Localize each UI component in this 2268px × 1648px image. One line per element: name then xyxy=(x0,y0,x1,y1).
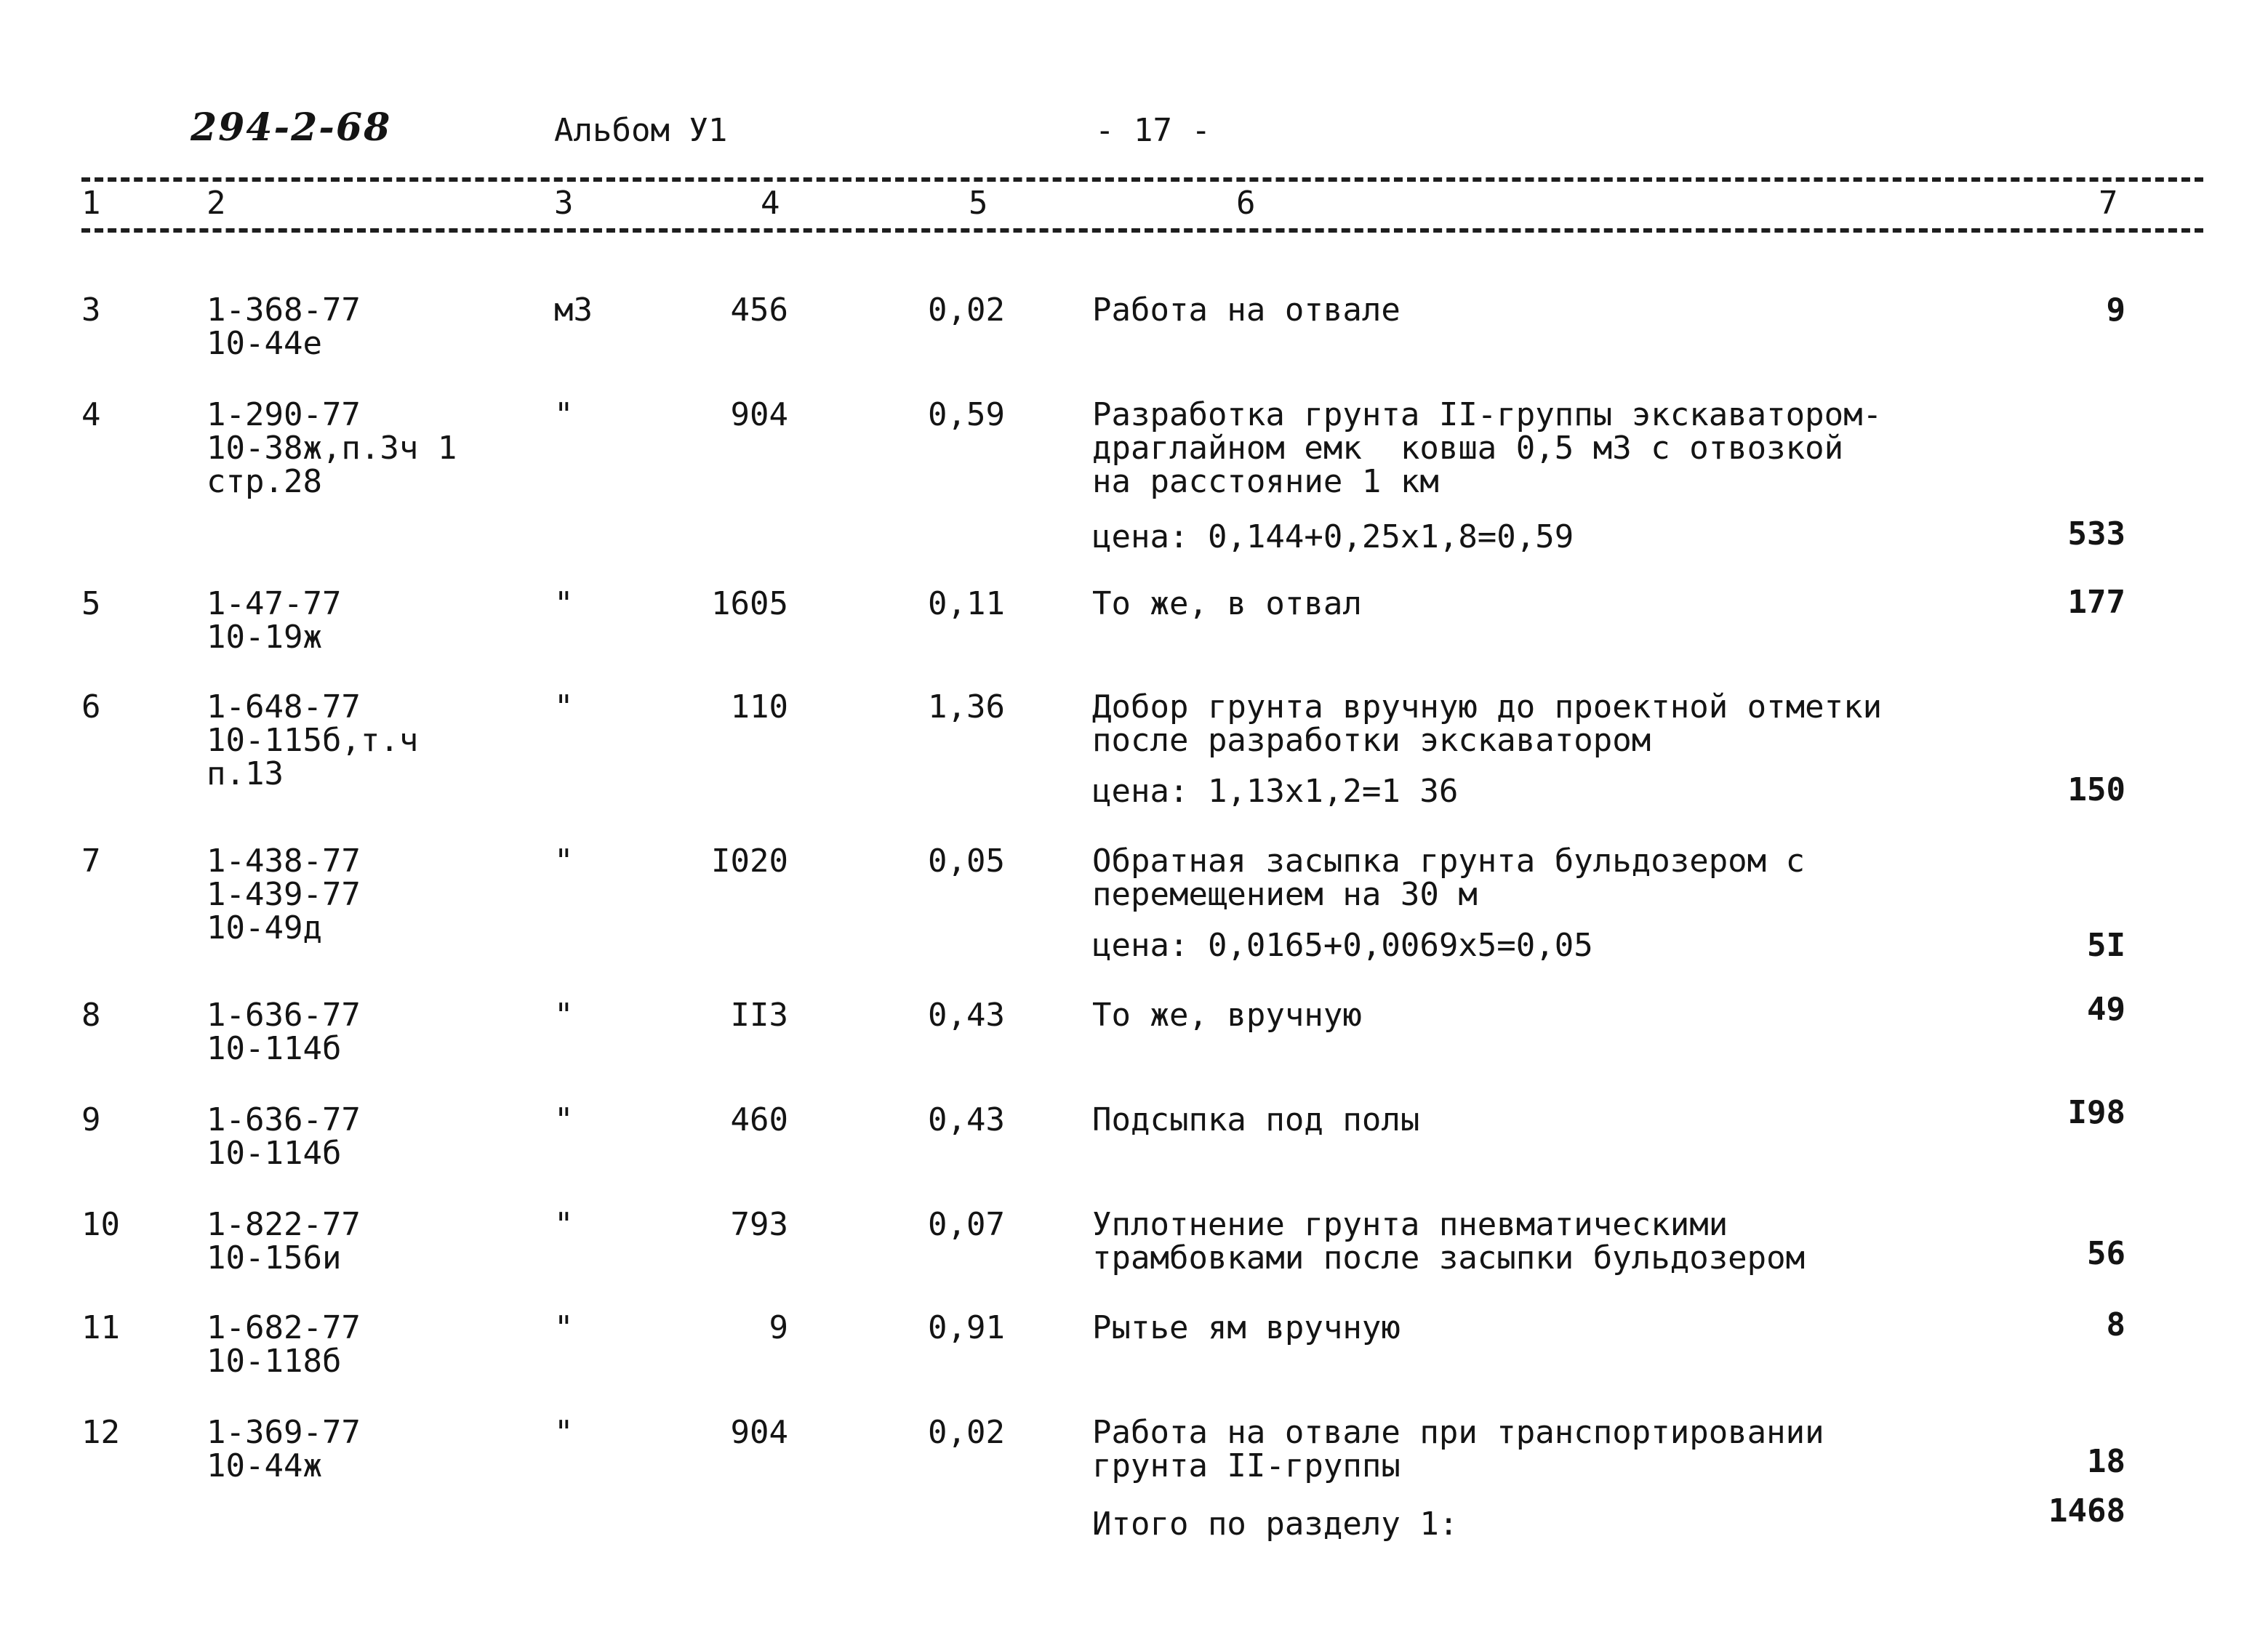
work-description: Уплотнение грунта пневматическими трамбовками после засыпки бульдозером xyxy=(1092,1206,1806,1277)
unit: " xyxy=(554,1101,574,1138)
work-description: Разработка грунта II-группы экскаватором- драглайном емк ковша 0,5 м3 с отвозкой на расстояние 1 км xyxy=(1092,396,1883,500)
work-description: Добор грунта вручную до проектной отметки после разработки экскаватором xyxy=(1092,688,1883,759)
unit-rate: 0,43 xyxy=(928,997,1005,1034)
album-label: Альбом У1 xyxy=(554,112,728,149)
price-calculation: цена: 0,144+0,25х1,8=0,59 xyxy=(1092,518,1574,555)
cost: 5I xyxy=(2087,927,2125,964)
unit-rate: 0,43 xyxy=(928,1101,1005,1138)
quantity: 793 xyxy=(730,1206,788,1243)
unit-rate: 0,91 xyxy=(928,1309,1005,1346)
work-description: Работа на отвале xyxy=(1092,292,1401,329)
total-label: Итого по разделу 1: xyxy=(1092,1506,1459,1543)
header-top-rule xyxy=(81,177,2203,182)
work-description: То же, вручную xyxy=(1092,997,1362,1034)
column-number-7: 7 xyxy=(2099,185,2118,222)
column-number-4: 4 xyxy=(761,185,780,222)
norm-reference: 1-47-77 10-19ж xyxy=(207,585,342,656)
document-code: 294-2-68 xyxy=(191,105,392,150)
quantity: 904 xyxy=(730,396,788,433)
work-description: Подсыпка под полы xyxy=(1092,1101,1420,1138)
unit-rate: 0,07 xyxy=(928,1206,1005,1243)
row-number: 7 xyxy=(81,843,101,880)
column-number-5: 5 xyxy=(969,185,988,222)
norm-reference: 1-290-77 10-38ж,п.3ч 1 стр.28 xyxy=(207,396,457,500)
row-number: 3 xyxy=(81,292,101,329)
norm-reference: 1-682-77 10-118б xyxy=(207,1309,361,1380)
column-number-2: 2 xyxy=(207,185,226,222)
unit: " xyxy=(554,1414,574,1451)
unit: " xyxy=(554,396,574,433)
column-number-6: 6 xyxy=(1236,185,1256,222)
quantity: 456 xyxy=(730,292,788,329)
norm-reference: 1-636-77 10-114б xyxy=(207,1101,361,1172)
unit: " xyxy=(554,843,574,880)
quantity: II3 xyxy=(730,997,788,1034)
row-number: 8 xyxy=(81,997,101,1034)
row-number: 9 xyxy=(81,1101,101,1138)
work-description: Работа на отвале при транспортировании грунта II-группы xyxy=(1092,1414,1824,1484)
work-description: То же, в отвал xyxy=(1092,585,1362,622)
cost: 49 xyxy=(2087,991,2125,1028)
row-number: 12 xyxy=(81,1414,120,1451)
cost: 9 xyxy=(2106,292,2125,329)
row-number: 11 xyxy=(81,1309,120,1346)
unit: " xyxy=(554,688,574,725)
work-description: Обратная засыпка грунта бульдозером с перемещением на 30 м xyxy=(1092,843,1806,913)
norm-reference: 1-648-77 10-115б,т.ч п.13 xyxy=(207,688,419,792)
quantity: 460 xyxy=(730,1101,788,1138)
norm-reference: 1-368-77 10-44е xyxy=(207,292,361,362)
cost: 150 xyxy=(2067,771,2125,808)
cost: 533 xyxy=(2067,515,2125,552)
norm-reference: 1-369-77 10-44ж xyxy=(207,1414,361,1484)
quantity: I020 xyxy=(711,843,788,880)
cost: 177 xyxy=(2067,584,2125,621)
cost: I98 xyxy=(2067,1094,2125,1131)
unit: " xyxy=(554,585,574,622)
unit: " xyxy=(554,997,574,1034)
norm-reference: 1-822-77 10-156и xyxy=(207,1206,361,1277)
cost: 56 xyxy=(2087,1235,2125,1272)
norm-reference: 1-438-77 1-439-77 10-49д xyxy=(207,843,361,946)
page-number: - 17 - xyxy=(1095,112,1211,149)
column-number-1: 1 xyxy=(81,185,101,222)
unit: м3 xyxy=(554,292,593,329)
quantity: 904 xyxy=(730,1414,788,1451)
column-number-3: 3 xyxy=(554,185,574,222)
cost: 18 xyxy=(2087,1443,2125,1480)
unit-rate: 0,05 xyxy=(928,843,1005,880)
cost: 8 xyxy=(2106,1306,2125,1343)
price-calculation: цена: 0,0165+0,0069х5=0,05 xyxy=(1092,927,1593,964)
norm-reference: 1-636-77 10-114б xyxy=(207,997,361,1067)
unit-rate: 0,59 xyxy=(928,396,1005,433)
unit: " xyxy=(554,1309,574,1346)
quantity: 110 xyxy=(730,688,788,725)
total-value: 1468 xyxy=(2048,1492,2125,1530)
unit-rate: 0,02 xyxy=(928,1414,1005,1451)
row-number: 4 xyxy=(81,396,101,433)
quantity: 9 xyxy=(769,1309,788,1346)
row-number: 5 xyxy=(81,585,101,622)
unit-rate: 0,11 xyxy=(928,585,1005,622)
quantity: 1605 xyxy=(711,585,788,622)
row-number: 6 xyxy=(81,688,101,725)
row-number: 10 xyxy=(81,1206,120,1243)
unit: " xyxy=(554,1206,574,1243)
price-calculation: цена: 1,13х1,2=1 36 xyxy=(1092,773,1459,810)
unit-rate: 0,02 xyxy=(928,292,1005,329)
unit-rate: 1,36 xyxy=(928,688,1005,725)
header-bottom-rule xyxy=(81,228,2203,233)
work-description: Рытье ям вручную xyxy=(1092,1309,1401,1346)
